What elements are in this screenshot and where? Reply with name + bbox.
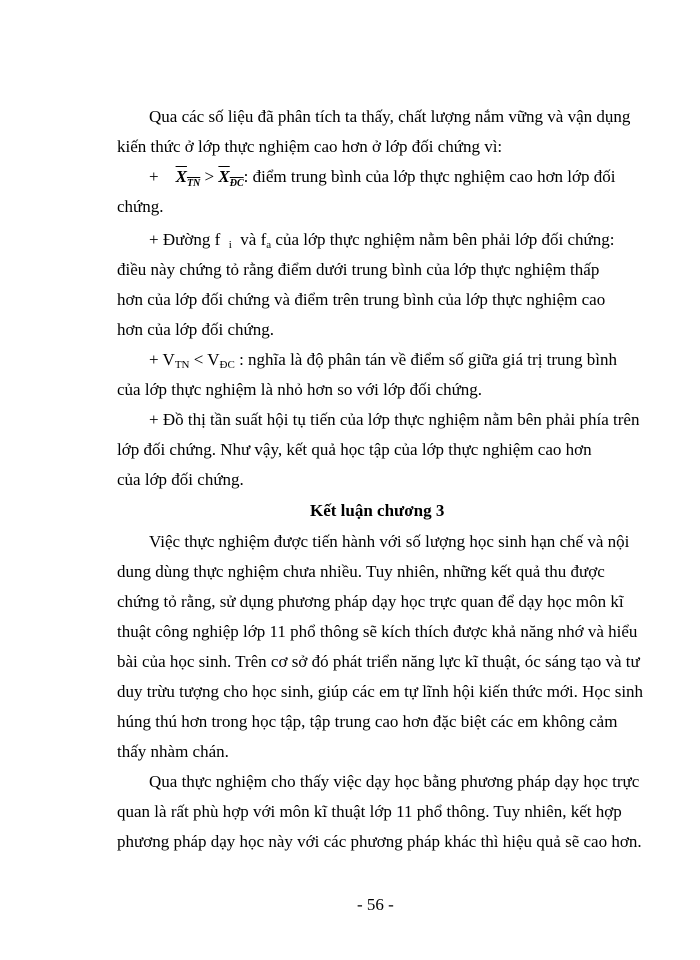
bullet3-line2: của lớp thực nghiệm là nhỏ hơn so với lớp đối chứng. bbox=[117, 380, 483, 399]
bullet4-line2: lớp đối chứng. Như vậy, kết quả học tập của lớp thực nghiệm cao hơn bbox=[117, 440, 592, 459]
para3-line1: Qua thực nghiệm cho thấy việc dạy học bằng phương pháp dạy học trực bbox=[149, 772, 640, 791]
para2-line8: thấy nhàm chán. bbox=[117, 742, 229, 761]
mean-dc-symbol: $X_{ĐC}$ bbox=[218, 167, 244, 189]
para1-line1: Qua các số liệu đã phân tích ta thấy, chất lượng nắm vững và vận dụng bbox=[149, 107, 631, 126]
bullet1-line1 bbox=[149, 167, 616, 194]
bullet-marker: + bbox=[149, 167, 159, 186]
para3-line3: phương pháp dạy học này với các phương pháp khác thì hiệu quả sẽ cao hơn. bbox=[117, 832, 642, 851]
bullet2-line4: hơn của lớp đối chứng. bbox=[117, 320, 275, 339]
para2-line4: thuật công nghiệp lớp 11 phổ thông sẽ kích thích được khả năng nhớ và hiểu bbox=[117, 622, 638, 641]
para2-line1: Việc thực nghiệm được tiến hành với số lượng học sinh hạn chế và nội bbox=[149, 532, 630, 551]
mean-tn-symbol: $X_{TN}$ bbox=[175, 167, 201, 189]
para3-line2: quan là rất phù hợp với môn kĩ thuật lớp 11 phổ thông. Tuy nhiên, kết hợp bbox=[117, 802, 622, 821]
bullet1-text: : điểm trung bình của lớp thực nghiệm cao hơn lớp đối bbox=[243, 167, 616, 186]
bullet2-line2: điều này chứng tỏ rằng điểm dưới trung bình của lớp thực nghiệm thấp bbox=[117, 260, 600, 279]
page-number: - 56 - bbox=[357, 895, 394, 914]
para2-line5: bài của học sinh. Trên cơ sở đó phát triển năng lực kĩ thuật, óc sáng tạo và tư bbox=[117, 652, 640, 671]
greater-than-sign: > bbox=[204, 167, 215, 186]
bullet4-line1: + Đồ thị tần suất hội tụ tiến của lớp thực nghiệm nằm bên phải phía trên bbox=[149, 410, 640, 429]
para2-line7: húng thú hơn trong học tập, tập trung cao hơn đặc biệt các em không cảm bbox=[117, 712, 618, 731]
bullet3-line1: + $V_{TN} < V_{ĐC}$ : nghĩa là độ phân tán về điểm số giữa giá trị trung bình bbox=[149, 350, 618, 371]
bullet1-line2: chứng. bbox=[117, 197, 164, 216]
bullet2-line1: + Đường f $_i$ và $f_a$ của lớp thực nghiệm nằm bên phải lớp đối chứng: bbox=[149, 230, 615, 251]
bullet2-line3: hơn của lớp đối chứng và điểm trên trung bình của lớp thực nghiệm cao bbox=[117, 290, 606, 309]
para1-line2: kiến thức ở lớp thực nghiệm cao hơn ở lớp đối chứng vì: bbox=[117, 137, 503, 156]
section-heading: Kết luận chương 3 bbox=[310, 501, 445, 520]
para2-line6: duy trừu tượng cho học sinh, giúp các em tự lĩnh hội kiến thức mới. Học sinh bbox=[117, 682, 644, 701]
para2-line3: chứng tỏ rằng, sử dụng phương pháp dạy học trực quan để dạy học môn kĩ bbox=[117, 592, 624, 611]
para2-line2: dung dùng thực nghiệm chưa nhiều. Tuy nhiên, những kết quả thu được bbox=[117, 562, 605, 581]
bullet4-line3: của lớp đối chứng. bbox=[117, 470, 244, 489]
